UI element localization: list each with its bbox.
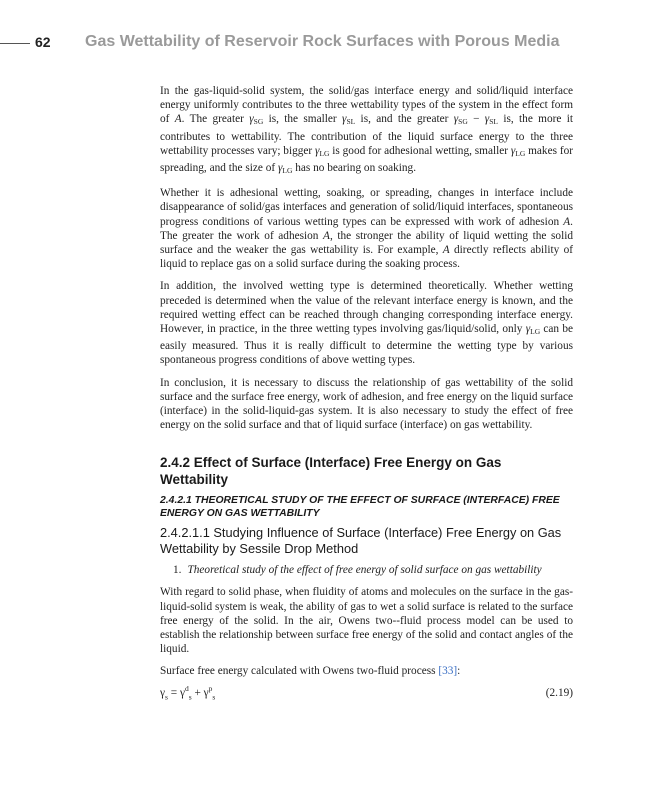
paragraph-4: In conclusion, it is necessary to discuss the relationship of gas wettability of the solid surface and the surface free energy, work of adhesion, and free energy on the liquid surface (interface) in the solid-liquid-gas system. It is also necessary to study the effect of free energy on the solid surface and that of liquid surface (interface) on gas wettability. [160,376,573,432]
list-item-text: Theoretical study of the effect of free energy of solid surface on gas wettability [187,564,542,577]
page-number: 62 [35,34,51,50]
paragraph-2: Whether it is adhesional wetting, soaking, or spreading, changes in interface include disappearance of solid/gas interfaces and generation of solid/liquid interfaces, spontaneous progress conditions of various wetting types can be expressed with work of adhesion A. The greater the work of adhesion A, the stronger the ability of liquid wetting the solid surface and the weaker the gas wettability is. For example, A directly reflects ability of liquid to replace gas on a solid surface during the soaking process. [160,187,573,271]
citation-link[interactable]: [33] [438,665,458,678]
main-text [160,84,573,703]
subsubsection-heading: 2.4.2.1.1 Studying Influence of Surface (Interface) Free Energy on Gas Wettability by Sessile Drop Method [160,525,562,557]
paragraph-6: Surface free energy calculated with Owens two-fluid process [33]: [160,665,461,678]
paragraph-3: In addition, the involved wetting type is determined theoretically. Whether wetting preceded is determined when the value of the relevant interface energy is known, and the required wetting effect can be reached through changing corresponding interface energy. However, in practice, in the three wetting types involving gas/liquid/solid, only $\gamma_{LG}$ can be easily measured. Thus it is really difficult to determine the wetting type by various spontaneous progress conditions of above wetting types. [160,280,573,367]
running-title: Gas Wettability of Reservoir Rock Surfaces with Porous Media [85,33,560,50]
equation-number: (2.19) [545,686,573,699]
equation: $\gamma_s = \gamma^d_s + \gamma^p_s$ [160,683,216,701]
equation-row [160,683,573,703]
list-number: 1. [173,564,182,577]
paragraph-5: With regard to solid phase, when fluidity of atoms and molecules on the surface in the gas-liquid-solid system is weak, the ability of gas to wet a solid surface is related to the surface free energy of the solid. In the air, Owens two--fluid process model can be used to establish the relationship between surface free energy of the solid and contact angles of the liquid. [160,586,573,656]
running-header [0,33,648,53]
numbered-list-item [173,563,573,577]
section-heading: 2.4.2 Effect of Surface (Interface) Free Energy on Gas Wettability [160,455,502,488]
header-rule [0,43,30,44]
subsection-heading: 2.4.2.1 THEORETICAL STUDY OF THE EFFECT OF SURFACE (INTERFACE) FREE ENERGY ON GAS WETTABILITY [160,495,560,520]
paragraph-1: In the gas-liquid-solid system, the solid/gas interface energy and solid/liquid interface energy uniformly contributes to the three wettability types of the system in the effect form of A. The greater $\gamma_{SG}$ is, the smaller $\gamma_{SL}$ is, and the greater $\gamma_{SG} - \gamma_{SL}$ is, the more it contributes to wettability. The contribution of the liquid surface energy to the three wettability processes vary; bigger $\gamma_{LG}$ is good for adhesional wetting, smaller $\gamma_{LG}$ makes for spreading, and the size of $\gamma_{LG}$ has no bearing on soaking. [160,85,573,176]
